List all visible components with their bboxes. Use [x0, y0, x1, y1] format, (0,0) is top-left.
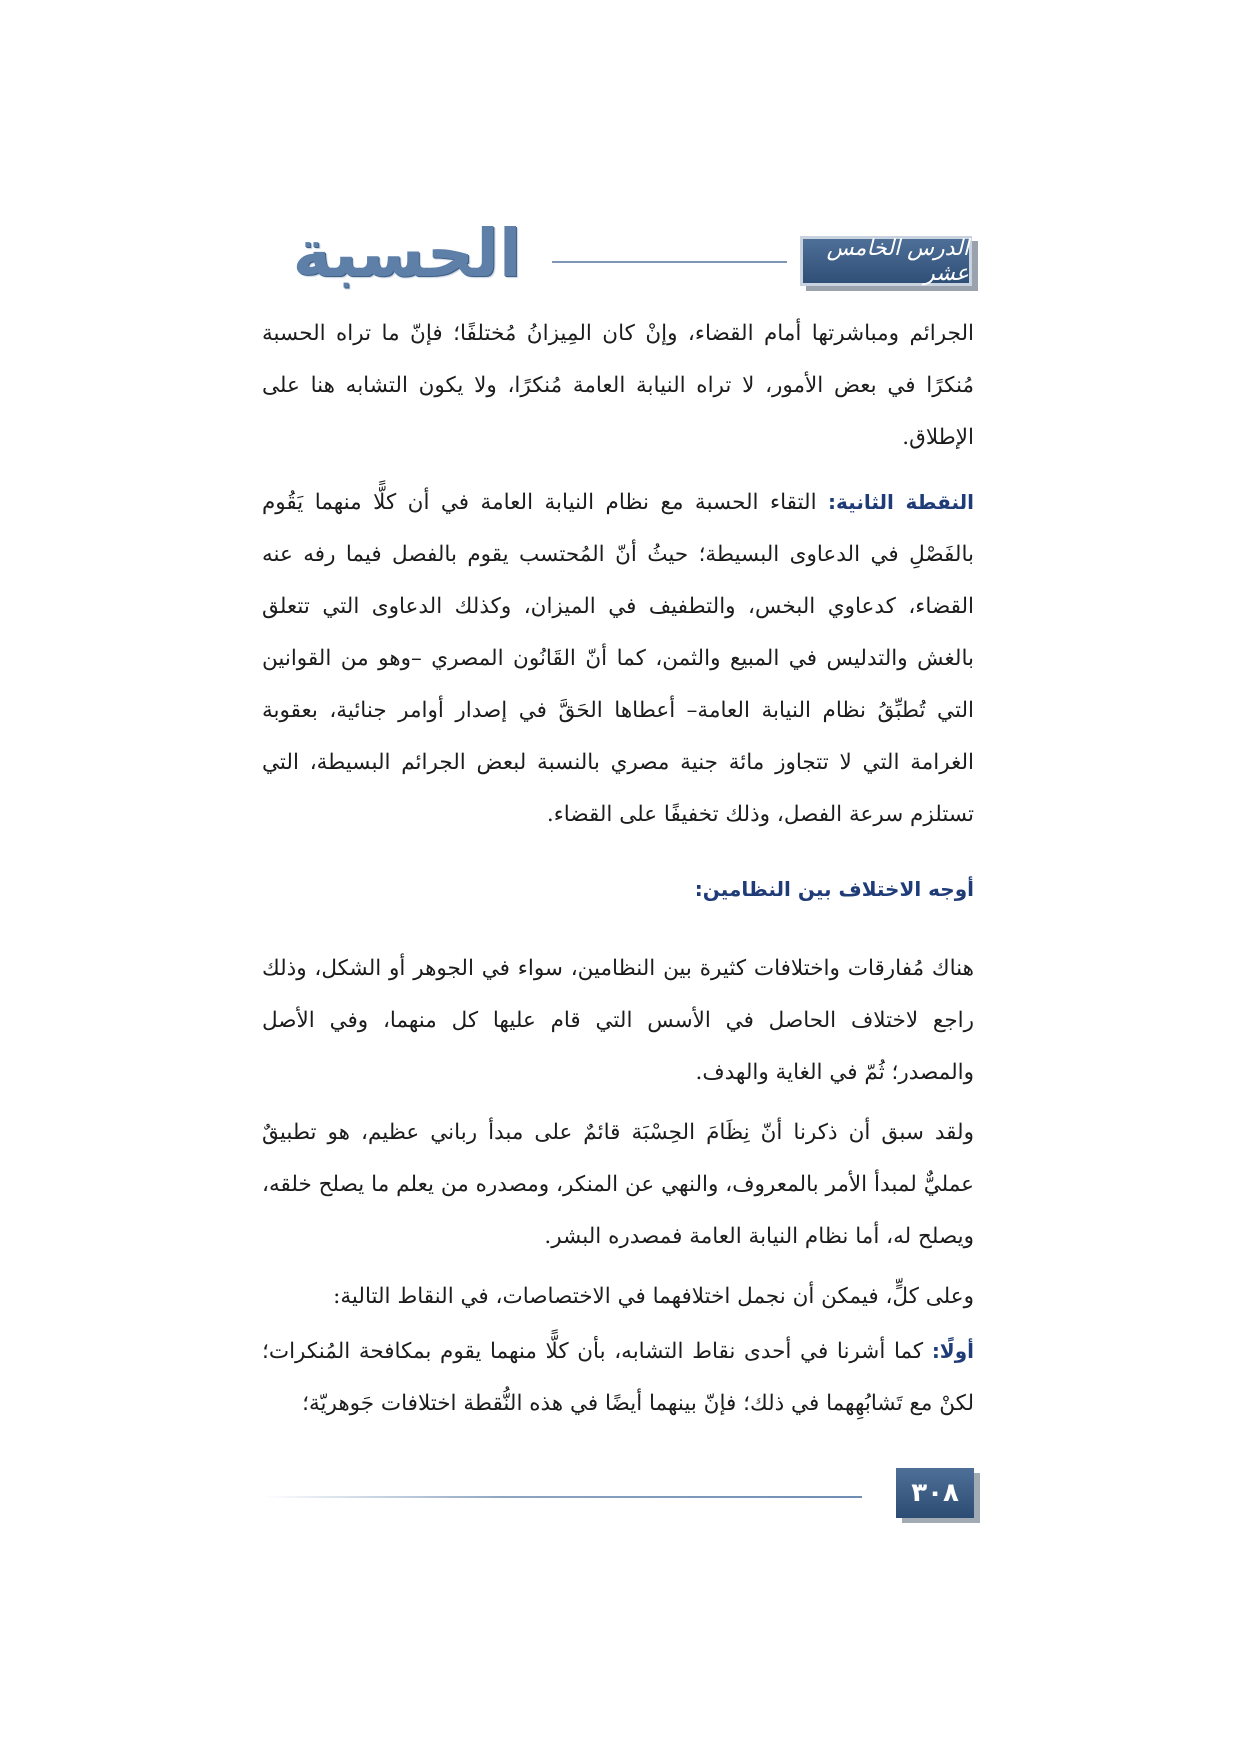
page-header — [262, 215, 972, 292]
book-title: الحسبة — [292, 215, 522, 292]
lesson-label: الدرس الخامس عشر — [800, 236, 972, 286]
footer-rule — [262, 1496, 862, 1498]
paragraph-1: الجرائم ومباشرتها أمام القضاء، وإنْ كان المِيزانُ مُختلفًا؛ فإنّ ما تراه الحسبة مُنكرًا في بعض الأمور، لا تراه النيابة العامة مُنكرًا، ولا يكون التشابه هنا على الإطلاق. — [262, 321, 974, 450]
header-rule — [552, 261, 787, 263]
paragraph-6-text: كما أشرنا في أحدى نقاط التشابه، بأن كلًّا منهما يقوم بمكافحة المُنكرات؛ لكنْ مع تَشابُهِهما في ذلك؛ فإنّ بينهما أيضًا في هذه النُّقطة اختلافات جَوهريّة؛ — [262, 1339, 974, 1416]
page-number: ٣٠٨ — [896, 1468, 974, 1518]
paragraph-2-text: التقاء الحسبة مع نظام النيابة العامة في أن كلًّا منهما يَقُوم بالفَصْلِ في الدعاوى البسيطة؛ حيثُ أنّ المُحتسب يقوم بالفصل فيما رفه عنه القضاء، كدعاوي البخس، والتطفيف في الميزان، وكذلك الدعاوى التي تتعلق بالغش والتدليس في المبيع والثمن، كما أنّ القَانُون المصري –وهو من القوانين التي تُطبِّقُ نظام النيابة العامة– أعطاها الحَقَّ في إصدار أوامر جنائية، بعقوبة الغرامة التي لا تتجاوز مائة جنية مصري بالنسبة لبعض الجرائم البسيطة، التي تستلزم سرعة الفصل، وذلك تخفيفًا على القضاء. — [262, 490, 975, 827]
page-body — [262, 308, 974, 1430]
page-footer — [262, 1468, 974, 1528]
paragraph-2 — [262, 476, 974, 841]
second-point-label: النقطة الثانية: — [828, 490, 975, 514]
first-point-label: أولًا: — [931, 1339, 974, 1363]
paragraph-4: ولقد سبق أن ذكرنا أنّ نِظَامَ الحِسْبَة قائمٌ على مبدأ رباني عظيم، هو تطبيقٌ عمليٌّ لمبدأ الأمر بالمعروف، والنهي عن المنكر، ومصدره من يعلم ما يصلح خلقه، ويصلح له، أما نظام النيابة العامة فمصدره البشر. — [262, 1120, 974, 1249]
paragraph-5: وعلى كلٍّ، فيمكن أن نجمل اختلافهما في الاختصاصات، في النقاط التالية: — [333, 1284, 974, 1309]
paragraph-6 — [262, 1325, 974, 1430]
paragraph-3: هناك مُفارقات واختلافات كثيرة بين النظامين، سواء في الجوهر أو الشكل، وذلك راجع لاختلاف الحاصل في الأسس التي قام عليها كل منهما، وفي الأصل والمصدر؛ ثُمّ في الغاية والهدف. — [262, 956, 974, 1085]
section-heading: أوجه الاختلاف بين النظامين: — [694, 877, 974, 901]
